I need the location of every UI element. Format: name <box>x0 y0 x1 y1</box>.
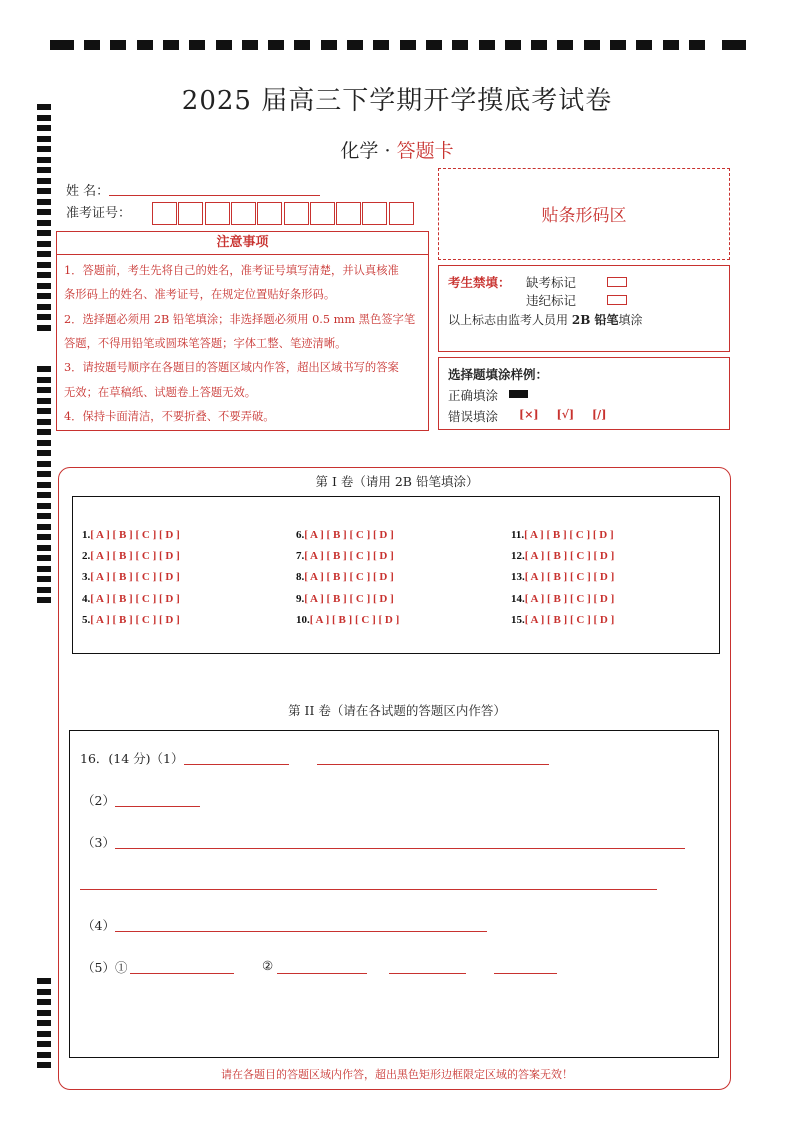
timing-mark <box>37 461 51 467</box>
notice-line: 3．请按题号顺序在各题目的答题区域内作答，超出区域书写的答案 <box>64 361 399 375</box>
mc-question-13[interactable] <box>511 571 614 583</box>
mc-options[interactable]: [ A ] [ B ] [ C ] [ D ] <box>309 613 400 626</box>
mc-options[interactable]: [ A ] [ B ] [ C ] [ D ] <box>90 529 180 541</box>
q16-5-blank-d[interactable] <box>494 973 557 974</box>
timing-mark <box>37 325 51 331</box>
timing-mark <box>426 40 442 50</box>
mc-options[interactable]: [ A ] [ B ] [ C ] [ D ] <box>524 529 614 541</box>
q16-5-blank-a[interactable] <box>130 973 234 974</box>
timing-mark <box>37 314 51 320</box>
mc-question-2[interactable] <box>82 550 180 562</box>
exam-id-digit-box[interactable] <box>310 202 335 225</box>
exam-id-digit-box[interactable] <box>152 202 177 225</box>
timing-mark <box>37 566 51 572</box>
part2-title: 第 II 卷（请在各试题的答题区内作答） <box>288 703 506 718</box>
mc-question-11[interactable] <box>511 529 614 541</box>
q16-4-blank[interactable] <box>115 931 487 932</box>
mc-question-7[interactable] <box>296 550 394 562</box>
timing-mark <box>479 40 495 50</box>
forbidden-label: 考生禁填： <box>448 275 511 290</box>
timing-mark <box>37 524 51 530</box>
absent-mark-box[interactable] <box>607 277 627 287</box>
subtitle <box>0 136 794 163</box>
wrong-mark-cross: [×] <box>519 408 539 421</box>
q16-5-blank-b[interactable] <box>277 973 367 974</box>
timing-mark <box>37 513 51 519</box>
barcode-area <box>438 168 730 260</box>
exam-id-digit-box[interactable] <box>389 202 414 225</box>
timing-mark <box>37 555 51 561</box>
part1-title: 第 I 卷（请用 2B 铅笔填涂） <box>315 474 479 489</box>
mc-question-number: 8. <box>296 571 305 584</box>
timing-mark <box>557 40 573 50</box>
timing-mark <box>137 40 153 50</box>
notice-line: 4．保持卡面清洁，不要折叠、不要弄破。 <box>64 409 275 423</box>
exam-id-digit-box[interactable] <box>257 202 282 225</box>
mc-question-number: 15. <box>511 613 525 626</box>
q16-2-label: （2） <box>82 793 115 808</box>
timing-mark <box>37 398 51 404</box>
timing-mark <box>37 230 51 236</box>
q16-2-blank[interactable] <box>115 806 200 807</box>
timing-mark <box>50 40 74 50</box>
forbidden-note-suffix: 填涂 <box>618 313 643 327</box>
mc-question-number: 12. <box>511 550 525 563</box>
timing-mark <box>37 587 51 593</box>
timing-mark <box>37 419 51 425</box>
notice-line: 1．答题前，考生先将自己的姓名，准考证号填写清楚，并认真核准 <box>64 264 399 277</box>
wrong-fill-samples <box>519 408 606 421</box>
timing-mark <box>268 40 284 50</box>
timing-mark <box>37 597 51 603</box>
mc-options[interactable]: [ A ] [ B ] [ C ] [ D ] <box>304 529 394 541</box>
timing-mark <box>347 40 363 50</box>
mc-question-number: 2. <box>82 550 91 563</box>
q16-3-label: （3） <box>82 835 115 850</box>
exam-id-digit-box[interactable] <box>231 202 256 225</box>
timing-mark <box>610 40 626 50</box>
mc-question-12[interactable] <box>511 550 614 562</box>
footer-warning: 请在各题目的答题区域内作答，超出黑色矩形边框限定区域的答案无效！ <box>221 1068 573 1081</box>
timing-mark <box>37 989 51 995</box>
notice-box <box>56 231 429 431</box>
timing-mark <box>37 377 51 383</box>
timing-mark <box>163 40 179 50</box>
q16-5-blank-c[interactable] <box>389 973 466 974</box>
mc-question-number: 9. <box>296 592 305 605</box>
timing-mark <box>722 40 746 50</box>
exam-id-digit-box[interactable] <box>362 202 387 225</box>
notice-line: 无效；在草稿纸、试题卷上答题无效。 <box>64 385 257 399</box>
timing-mark <box>37 1052 51 1058</box>
timing-mark <box>37 1041 51 1047</box>
timing-mark <box>37 125 51 131</box>
forbidden-note <box>448 311 643 328</box>
wrong-mark-slash: [/] <box>591 408 607 421</box>
timing-mark <box>663 40 679 50</box>
timing-mark <box>294 40 310 50</box>
notice-heading: 注意事项 <box>57 232 428 255</box>
mc-question-4[interactable] <box>82 593 180 605</box>
q16-4-label: （4） <box>82 918 115 933</box>
timing-mark <box>84 40 100 50</box>
timing-mark <box>189 40 205 50</box>
timing-mark <box>37 450 51 456</box>
timing-mark <box>37 209 51 215</box>
timing-mark <box>400 40 416 50</box>
mc-options[interactable]: [ A ] [ B ] [ C ] [ D ] <box>524 613 615 626</box>
mc-question-number: 4. <box>82 592 91 605</box>
timing-mark <box>242 40 258 50</box>
exam-id-digit-box[interactable] <box>178 202 203 225</box>
mc-question-number: 11. <box>511 529 525 541</box>
timing-mark <box>689 40 705 50</box>
timing-mark <box>37 429 51 435</box>
timing-mark <box>37 387 51 393</box>
mc-question-1[interactable] <box>82 529 180 541</box>
timing-mark <box>37 283 51 289</box>
mc-options[interactable]: [ A ] [ B ] [ C ] [ D ] <box>524 571 615 584</box>
violation-mark-label: 违纪标记 <box>526 293 577 308</box>
answer-card-label: 答题卡 <box>396 140 454 162</box>
q16-5-label: （5）① <box>82 960 128 975</box>
timing-mark <box>37 1020 51 1026</box>
timing-mark <box>37 978 51 984</box>
timing-mark <box>37 241 51 247</box>
timing-mark <box>37 576 51 582</box>
timing-mark <box>37 262 51 268</box>
timing-mark <box>37 304 51 310</box>
mc-options[interactable]: [ A ] [ B ] [ C ] [ D ] <box>524 592 615 605</box>
mc-question-number: 14. <box>511 592 525 605</box>
notice-line: 答题，不得用铅笔或圆珠笔答题；字体工整、笔迹清晰。 <box>64 336 347 350</box>
mc-options[interactable]: [ A ] [ B ] [ C ] [ D ] <box>90 592 180 605</box>
absent-mark-label: 缺考标记 <box>526 275 577 290</box>
timing-mark <box>37 1010 51 1016</box>
timing-mark <box>37 199 51 205</box>
mc-options[interactable]: [ A ] [ B ] [ C ] [ D ] <box>90 613 180 626</box>
timing-mark <box>584 40 600 50</box>
mc-question-14[interactable] <box>511 593 614 605</box>
mc-question-3[interactable] <box>82 571 180 583</box>
q16-1-blank-b[interactable] <box>317 764 549 765</box>
timing-mark <box>373 40 389 50</box>
timing-mark <box>37 1031 51 1037</box>
exam-id-digit-box[interactable] <box>336 202 361 225</box>
wrong-fill-label: 错误填涂 <box>448 409 499 424</box>
timing-mark <box>37 534 51 540</box>
timing-mark <box>505 40 521 50</box>
mc-options[interactable]: [ A ] [ B ] [ C ] [ D ] <box>304 592 394 605</box>
timing-mark <box>216 40 232 50</box>
mc-question-number: 13. <box>511 571 525 584</box>
timing-mark <box>37 178 51 184</box>
mc-question-15[interactable] <box>511 614 614 626</box>
mc-question-number: 6. <box>296 529 305 541</box>
notice-line: 条形码上的姓名、准考证号，在规定位置贴好条形码。 <box>64 288 336 302</box>
timing-mark <box>37 251 51 257</box>
timing-mark <box>37 167 51 173</box>
timing-mark <box>37 408 51 414</box>
timing-mark <box>37 999 51 1005</box>
page-title: 2025 届高三下学期开学摸底考试卷 <box>181 86 613 116</box>
name-label: 姓 名： <box>66 184 110 199</box>
part2-box <box>69 730 719 1058</box>
mc-options[interactable]: [ A ] [ B ] [ C ] [ D ] <box>304 571 394 584</box>
timing-mark <box>37 220 51 226</box>
notice-line: 2．选择题必须用 2B 铅笔填涂；非选择题必须用 0.5 mm 黑色签字笔 <box>64 312 416 326</box>
mc-question-number: 10. <box>296 613 310 626</box>
q16-label: 16．(14 分)（1） <box>80 751 184 766</box>
mc-question-9[interactable] <box>296 593 394 605</box>
q16-1-blank-a[interactable] <box>184 764 289 765</box>
exam-id-digit-box[interactable] <box>205 202 230 225</box>
violation-mark-box[interactable] <box>607 295 627 305</box>
mc-question-6[interactable] <box>296 529 394 541</box>
mc-question-5[interactable] <box>82 614 180 626</box>
correct-fill-sample <box>509 390 528 398</box>
forbidden-note-bold: 2B 铅笔 <box>571 313 619 327</box>
mc-options[interactable]: [ A ] [ B ] [ C ] [ D ] <box>90 571 180 584</box>
mc-options[interactable]: [ A ] [ B ] [ C ] [ D ] <box>304 550 394 563</box>
correct-fill-label: 正确填涂 <box>448 388 499 403</box>
sample-heading: 选择题填涂样例： <box>448 367 549 382</box>
forbidden-note-prefix: 以上标志由监考人员用 <box>448 313 569 327</box>
q16-5-label-b: ② <box>262 958 274 973</box>
timing-mark <box>110 40 126 50</box>
wrong-mark-check: [√] <box>556 408 575 421</box>
timing-mark <box>636 40 652 50</box>
timing-mark <box>37 503 51 509</box>
subject-label: 化学 · <box>340 140 391 162</box>
timing-mark <box>531 40 547 50</box>
name-field[interactable] <box>109 195 320 196</box>
mc-question-number: 1. <box>82 529 91 541</box>
mc-question-8[interactable] <box>296 571 394 583</box>
mc-options[interactable]: [ A ] [ B ] [ C ] [ D ] <box>90 550 180 563</box>
timing-mark <box>37 366 51 372</box>
timing-mark <box>452 40 468 50</box>
timing-mark <box>37 293 51 299</box>
timing-mark <box>37 492 51 498</box>
timing-mark <box>321 40 337 50</box>
q16-3-blank-a[interactable] <box>115 848 685 849</box>
mc-question-10[interactable] <box>296 614 399 626</box>
mc-question-number: 5. <box>82 613 91 626</box>
mc-question-number: 3. <box>82 571 91 584</box>
timing-mark <box>37 188 51 194</box>
barcode-label: 贴条形码区 <box>541 206 627 226</box>
q16-3-blank-b[interactable] <box>80 889 657 890</box>
mc-options[interactable]: [ A ] [ B ] [ C ] [ D ] <box>524 550 615 563</box>
mc-question-number: 7. <box>296 550 305 563</box>
timing-mark <box>37 440 51 446</box>
exam-id-digit-box[interactable] <box>284 202 309 225</box>
timing-mark <box>37 272 51 278</box>
timing-mark <box>37 545 51 551</box>
exam-id-label: 准考证号： <box>66 206 132 221</box>
